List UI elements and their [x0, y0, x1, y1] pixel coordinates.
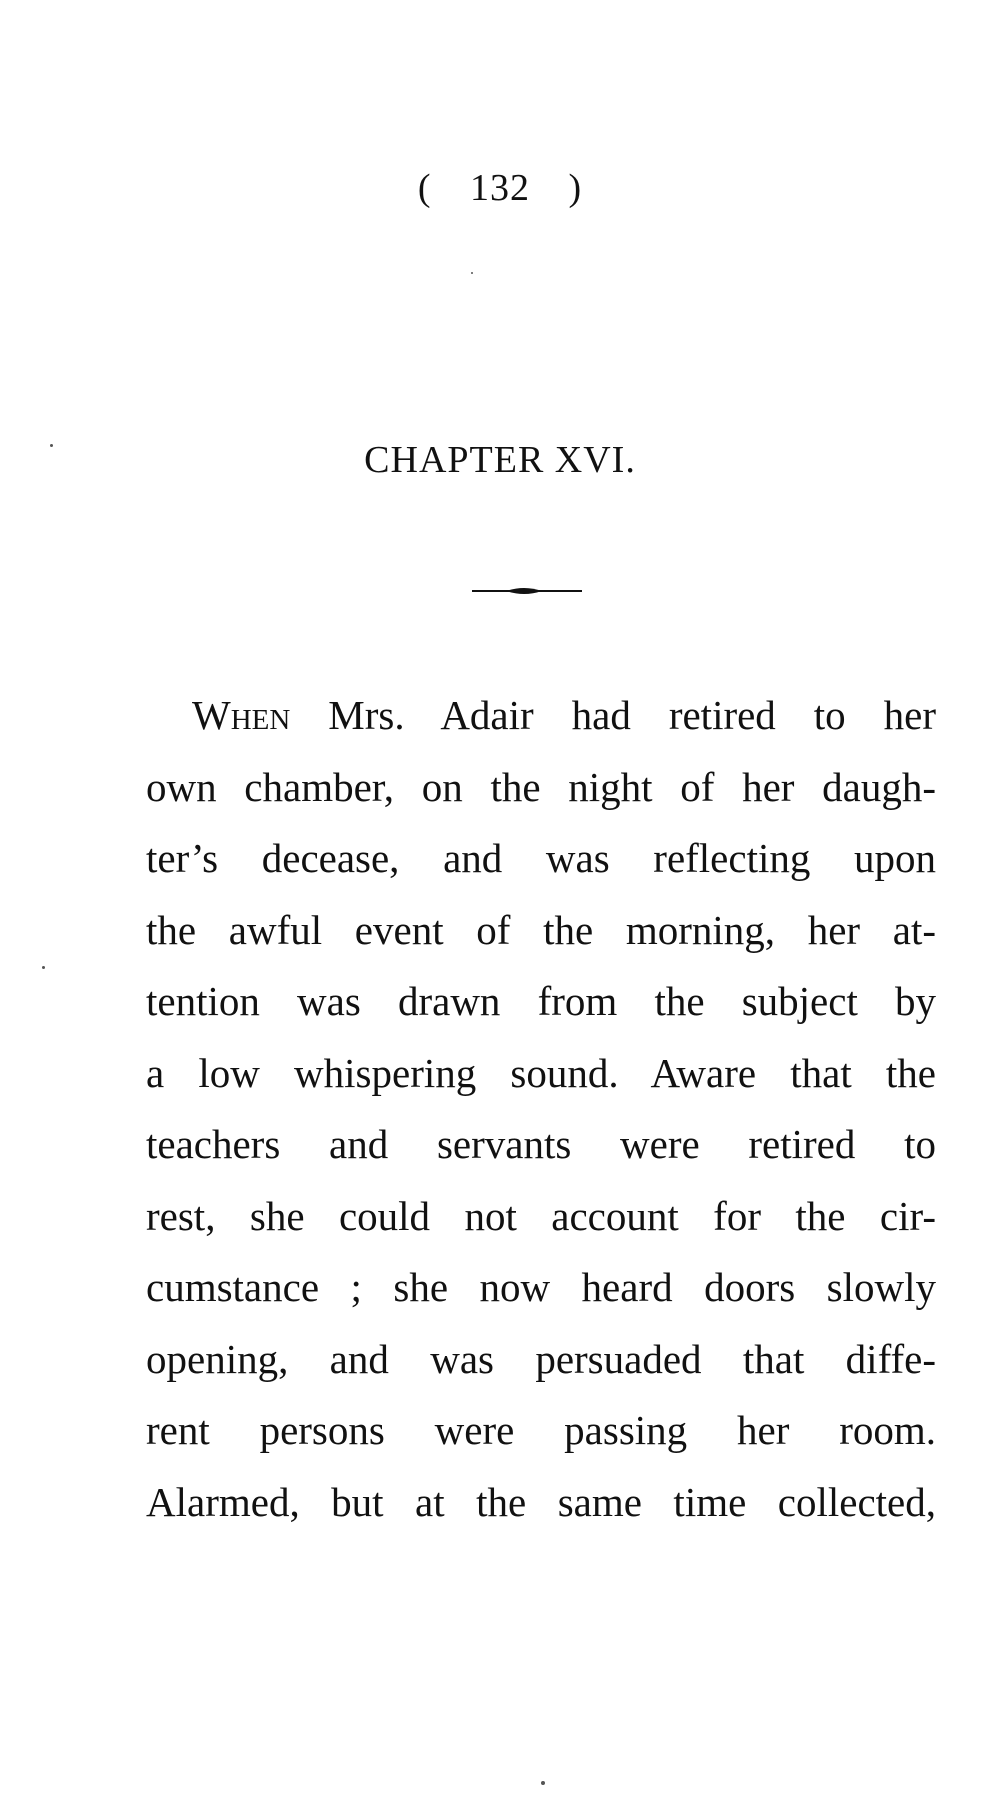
line-text: Mrs. Adair had retired to her — [328, 692, 937, 738]
body-text — [146, 680, 936, 1538]
swelled-rule-ornament — [472, 584, 582, 598]
body-line: tention was drawn from the subject by — [146, 978, 936, 1024]
body-line: opening, and was persuaded that diffe- — [146, 1335, 936, 1382]
print-speck — [42, 966, 45, 969]
body-line: rest, she could not account for the cir- — [146, 1192, 936, 1239]
print-speck — [541, 1781, 545, 1785]
print-speck — [471, 272, 473, 274]
body-line: teachers and servants were retired to — [146, 1121, 936, 1167]
chapter-heading: CHAPTER XVI. — [364, 439, 636, 481]
body-line — [146, 680, 936, 752]
page-number: ( 132 ) — [417, 167, 583, 209]
body-line: rent persons were passing her room. — [146, 1407, 936, 1453]
first-word: When — [192, 692, 291, 738]
body-line: a low whispering sound. Aware that the — [146, 1049, 936, 1096]
body-line: Alarmed, but at the same time collected, — [146, 1478, 936, 1525]
body-line: ter’s decease, and was reflecting upon — [146, 835, 936, 881]
body-line: the awful event of the morning, her at- — [146, 906, 936, 953]
body-line: own chamber, on the night of her daugh- — [146, 763, 936, 810]
body-line: cumstance ; she now heard doors slowly — [146, 1264, 936, 1310]
